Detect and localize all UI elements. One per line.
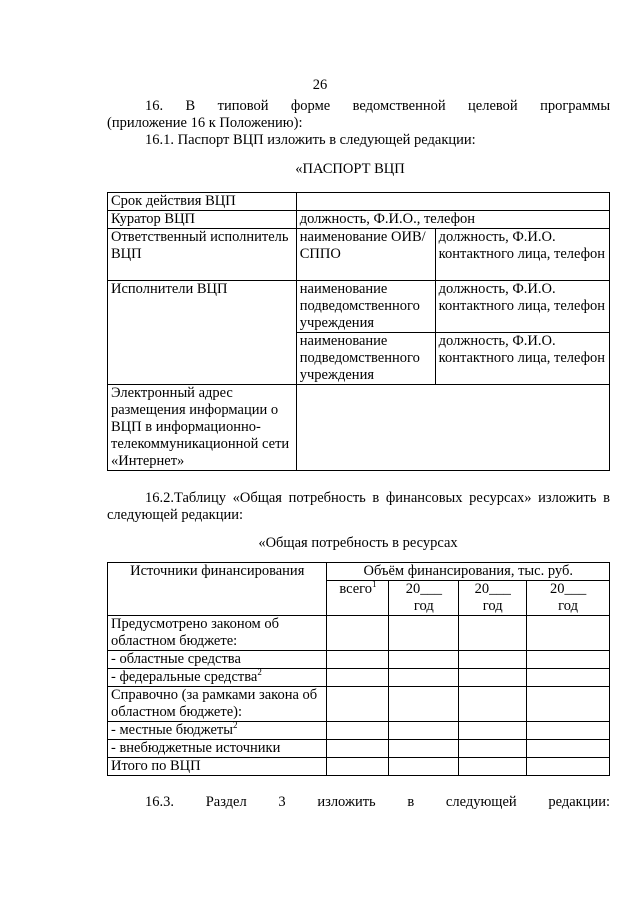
executor-org: наименование подведомственного учреждения: [296, 333, 435, 385]
paragraph-16-2-line1: 16.2.Таблицу «Общая потребность в финансовых ресурсах» изложить в: [145, 490, 610, 506]
curator-value: должность, Ф.И.О., телефон: [296, 211, 609, 229]
cell: [527, 722, 610, 740]
table-row: [108, 193, 610, 211]
year-blank: 20___: [549, 581, 587, 597]
cell: [527, 687, 610, 722]
resources-table: [107, 562, 610, 776]
p16-num: 16.: [145, 98, 164, 114]
cell: [459, 687, 527, 722]
header-volume: Объём финансирования, тыс. руб.: [327, 563, 610, 581]
cell: [527, 740, 610, 758]
year-blank: 20___: [474, 581, 511, 597]
footnote-mark: 1: [372, 579, 377, 590]
cell: [327, 722, 389, 740]
cell: [459, 669, 527, 687]
p16-word: программы: [540, 98, 611, 114]
row-label: [108, 669, 327, 687]
header-total-label: всего: [339, 581, 373, 597]
cell: [389, 651, 459, 669]
row-label: - областные средства: [108, 651, 327, 669]
row-label: Итого по ВЦП: [108, 758, 327, 776]
p163-word: в: [407, 794, 415, 810]
cell: [527, 669, 610, 687]
cell: [327, 758, 389, 776]
p163-word: следующей: [445, 794, 517, 810]
p163-word: 3: [278, 794, 286, 810]
paragraph-16-line2: (приложение 16 к Положению):: [107, 115, 303, 131]
resources-title: «Общая потребность в ресурсах: [258, 535, 458, 551]
footnote-mark: 2: [232, 720, 238, 731]
row-label: - внебюджетные источники: [108, 740, 327, 758]
table-row: [108, 281, 610, 333]
row-label: [108, 722, 327, 740]
cell: [459, 740, 527, 758]
year-blank: 20___: [405, 581, 442, 597]
row-label-text: - федеральные средства: [111, 669, 258, 685]
responsible-contact: должность, Ф.И.О. контактного лица, телефон: [435, 229, 609, 281]
year-label: год: [558, 598, 578, 614]
cell: [459, 651, 527, 669]
cell: [389, 740, 459, 758]
cell: [389, 616, 459, 651]
paragraph-16-2-line2: следующей редакции:: [107, 507, 244, 523]
header-year: [527, 581, 610, 616]
paragraph-16-line1: [107, 98, 610, 115]
cell: [527, 758, 610, 776]
table-header-row: [108, 563, 610, 581]
email-value: [296, 385, 609, 471]
table-row: [108, 740, 610, 758]
table-row: [108, 722, 610, 740]
header-sources: Источники финансирования: [108, 563, 327, 616]
p16-word: целевой: [468, 98, 518, 114]
row-label-text: - местные бюджеты: [111, 722, 233, 738]
term-value: [296, 193, 609, 211]
cell: [389, 669, 459, 687]
term-label: Срок действия ВЦП: [108, 193, 297, 211]
cell: [459, 616, 527, 651]
responsible-label: Ответственный исполнитель ВЦП: [108, 229, 297, 281]
executors-label: Исполнители ВЦП: [108, 281, 297, 385]
table-row: [108, 651, 610, 669]
header-year: [459, 581, 527, 616]
passport-table: [107, 192, 610, 471]
header-year: [389, 581, 459, 616]
cell: [459, 758, 527, 776]
cell: [527, 616, 610, 651]
cell: [389, 722, 459, 740]
email-label: Электронный адрес размещения информации о ВЦП в информационно-телекоммуникационной сети «Интернет»: [108, 385, 297, 471]
p16-word: ведомственной: [352, 98, 446, 114]
paragraph-16-3: [107, 794, 610, 811]
curator-label: Куратор ВЦП: [108, 211, 297, 229]
cell: [327, 687, 389, 722]
year-label: год: [482, 598, 503, 614]
year-label: год: [413, 598, 434, 614]
table-row: [108, 758, 610, 776]
cell: [389, 687, 459, 722]
cell: [527, 651, 610, 669]
p163-word: Раздел: [205, 794, 247, 810]
p16-word: типовой: [217, 98, 269, 114]
footnote-mark: 2: [257, 667, 262, 678]
cell: [389, 758, 459, 776]
table-row: [108, 385, 610, 471]
cell: [459, 722, 527, 740]
executor-contact: должность, Ф.И.О. контактного лица, телефон: [435, 281, 609, 333]
cell: [327, 616, 389, 651]
paragraph-16-1: 16.1. Паспорт ВЦП изложить в следующей редакции:: [145, 132, 476, 148]
row-label: Предусмотрено законом об областном бюджете:: [108, 616, 327, 651]
executor-contact: должность, Ф.И.О. контактного лица, телефон: [435, 333, 609, 385]
cell: [327, 651, 389, 669]
page-number: 26: [312, 77, 328, 93]
table-row: [108, 211, 610, 229]
p163-word: редакции:: [548, 794, 611, 810]
executor-org: наименование подведомственного учреждения: [296, 281, 435, 333]
row-label: Справочно (за рамками закона об областном бюджете):: [108, 687, 327, 722]
p163-word: 16.3.: [145, 794, 174, 810]
responsible-org: наименование ОИВ/СППО: [296, 229, 435, 281]
table-row: [108, 229, 610, 281]
cell: [327, 740, 389, 758]
table-row: [108, 687, 610, 722]
cell: [327, 669, 389, 687]
p16-word: форме: [290, 98, 331, 114]
table-row: [108, 616, 610, 651]
p163-word: изложить: [317, 794, 376, 810]
passport-title: «ПАСПОРТ ВЦП: [295, 161, 405, 177]
table-row: [108, 669, 610, 687]
p16-word: В: [185, 98, 196, 114]
header-total: [327, 581, 389, 616]
